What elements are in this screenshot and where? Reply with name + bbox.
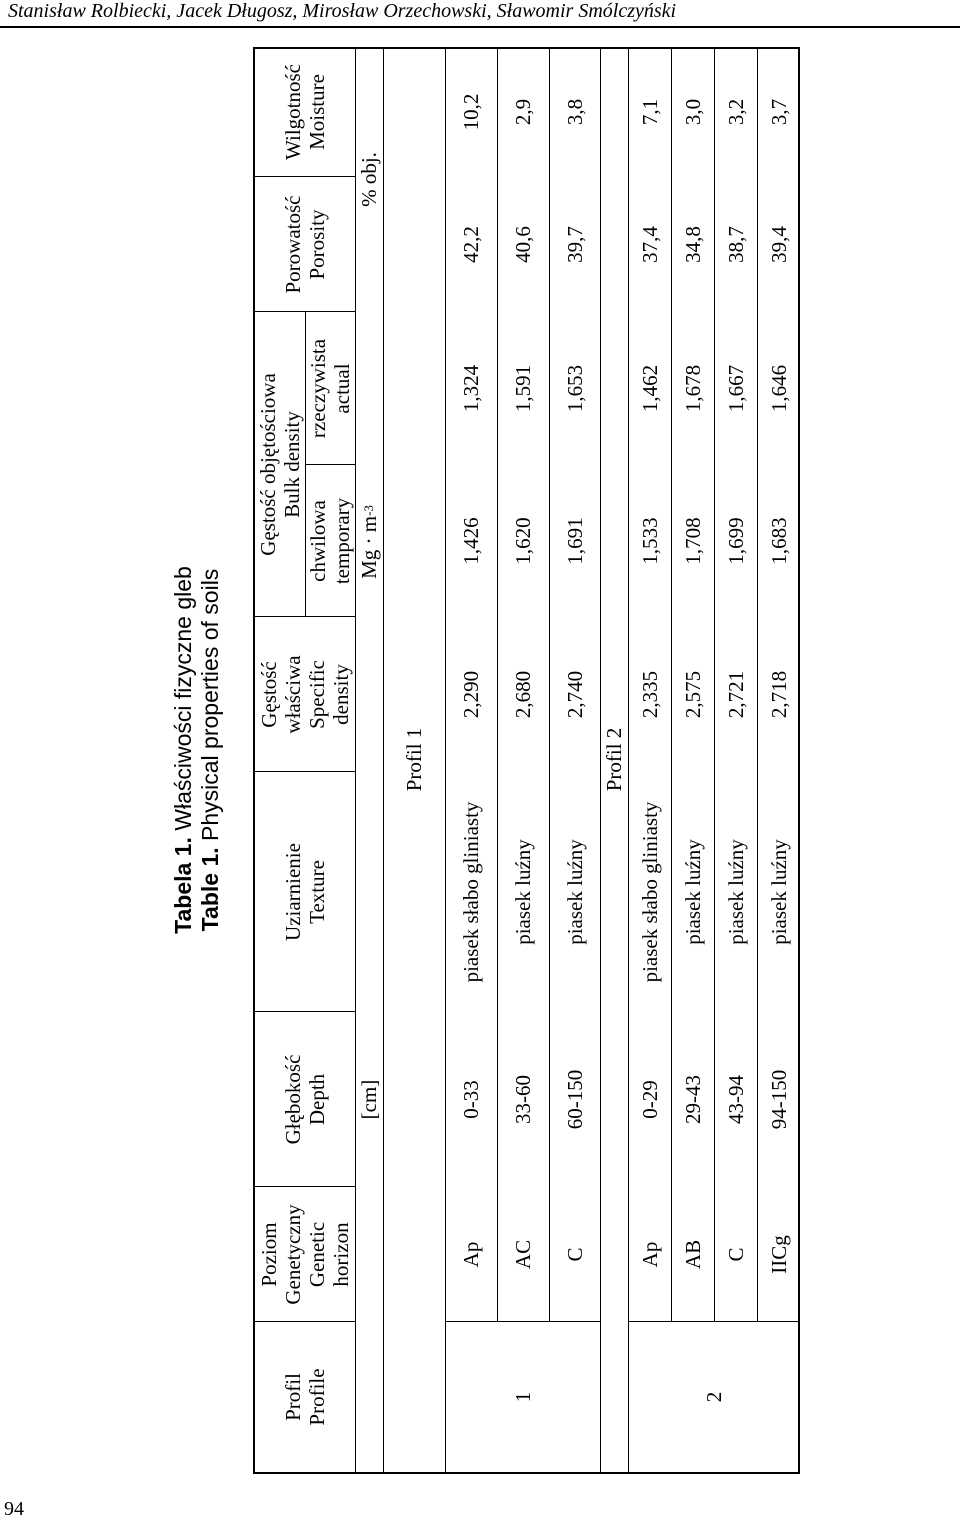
cell-moisture: 7,1 <box>637 98 662 126</box>
header-bulk-density <box>255 312 305 617</box>
cell-horizon: IICg <box>766 1235 791 1274</box>
cell-moisture: 3,0 <box>680 98 705 126</box>
cell-horizon: Ap <box>637 1241 662 1268</box>
cell-moisture: 3,2 <box>723 98 748 126</box>
cell-texture: piasek słabo gliniasty <box>459 801 483 983</box>
header-text: temporary <box>330 497 354 585</box>
cell-texture: piasek luźny <box>511 839 535 945</box>
cell-actual: 1,653 <box>562 364 587 413</box>
cell-horizon: AB <box>680 1239 705 1270</box>
header-moisture <box>255 47 355 177</box>
section-label-profil-1: Profil 1 <box>402 727 426 792</box>
header-text: Głębokość <box>281 1054 305 1145</box>
caption-english-label: Table 1. <box>197 847 223 932</box>
cell-depth: 0-33 <box>459 1080 483 1119</box>
cell-porosity: 39,7 <box>562 226 587 263</box>
cell-depth: 33-60 <box>511 1075 535 1124</box>
cell-specific: 2,575 <box>680 670 705 719</box>
cell-porosity: 37,4 <box>637 226 662 263</box>
header-text: Wilgotność <box>281 64 305 160</box>
cell-texture: piasek słabo gliniasty <box>637 801 662 983</box>
grid-line <box>355 47 356 1472</box>
running-header-authors: Stanisław Rolbiecki, Jacek Długosz, Mirosław Orzechowski, Sławomir Smólczyński <box>8 0 677 22</box>
grid-line <box>255 1321 355 1322</box>
grid-line <box>255 771 355 772</box>
cell-horizon: AC <box>511 1239 535 1270</box>
cell-porosity: 40,6 <box>511 226 535 263</box>
cell-temporary: 1,683 <box>766 517 791 565</box>
unit-depth: [cm] <box>357 1079 381 1120</box>
cell-actual: 1,667 <box>723 364 748 413</box>
cell-actual: 1,462 <box>637 364 662 413</box>
cell-moisture: 3,8 <box>562 98 587 126</box>
cell-actual: 1,324 <box>459 364 483 413</box>
header-text: Porosity <box>305 209 329 280</box>
header-text: Poziom <box>257 1222 281 1287</box>
header-text: Genetyczny <box>281 1204 305 1305</box>
section-label-profil-2: Profil 2 <box>602 727 626 792</box>
grid-line <box>255 176 355 177</box>
header-text: Gęstość <box>257 661 281 728</box>
cell-porosity: 38,7 <box>723 226 748 263</box>
cell-moisture: 3,7 <box>766 98 791 126</box>
header-depth <box>255 1012 355 1187</box>
caption-english-text: Physical properties of soils <box>197 568 223 848</box>
header-text: Gęstość objętościowa <box>256 373 280 556</box>
cell-porosity: 39,4 <box>766 226 791 263</box>
unit-percent: % obj. <box>357 152 381 207</box>
header-text: właściwa <box>281 655 305 734</box>
cell-moisture: 2,9 <box>511 98 535 126</box>
cell-texture: piasek luźny <box>723 839 748 945</box>
header-text: Depth <box>305 1073 329 1126</box>
cell-actual: 1,591 <box>511 364 535 413</box>
cell-porosity: 42,2 <box>459 226 483 263</box>
cell-texture: piasek luźny <box>766 839 791 945</box>
page-number: 94 <box>4 1498 24 1520</box>
cell-horizon: Ap <box>459 1241 483 1268</box>
caption-english <box>197 0 224 1500</box>
cell-temporary: 1,708 <box>680 517 705 565</box>
cell-porosity: 34,8 <box>680 226 705 263</box>
header-specific-density <box>255 617 355 772</box>
soil-properties-table <box>253 47 800 1474</box>
header-text: actual <box>330 363 354 414</box>
header-text: Moisture <box>305 74 329 150</box>
cell-texture: piasek luźny <box>562 839 587 945</box>
cell-actual: 1,646 <box>766 364 791 413</box>
grid-line <box>255 311 355 312</box>
cell-temporary: 1,699 <box>723 517 748 565</box>
profile-number-2: 2 <box>702 1391 726 1403</box>
cell-specific: 2,718 <box>766 670 791 719</box>
cell-temporary: 1,426 <box>459 517 483 565</box>
cell-horizon: C <box>562 1247 587 1262</box>
header-text: horizon <box>329 1222 353 1287</box>
header-actual <box>305 312 355 465</box>
caption-polish <box>170 0 197 1500</box>
cell-specific: 2,335 <box>637 670 662 719</box>
unit-density-exponent: -3 <box>361 505 376 516</box>
header-porosity <box>255 177 355 312</box>
header-texture <box>255 772 355 1012</box>
grid-line <box>255 616 355 617</box>
cell-horizon: C <box>723 1247 748 1262</box>
header-horizon <box>255 1187 355 1322</box>
header-text: chwilowa <box>306 500 330 582</box>
grid-line <box>255 1011 355 1012</box>
unit-density-text: Mg · m <box>357 515 381 579</box>
header-text: Texture <box>305 860 329 924</box>
rotated-table-page <box>170 0 960 1500</box>
header-text: Uziarnienie <box>281 843 305 941</box>
grid-line <box>383 47 384 1472</box>
table-caption <box>170 0 224 1500</box>
cell-moisture: 10,2 <box>459 93 483 131</box>
header-text: Profile <box>305 1368 329 1426</box>
cell-actual: 1,678 <box>680 364 705 413</box>
caption-polish-text: Właściwości fizyczne gleb <box>170 566 196 838</box>
cell-texture: piasek luźny <box>680 839 705 945</box>
header-text: Profil <box>281 1373 305 1421</box>
header-temporary <box>305 465 355 617</box>
cell-depth: 43-94 <box>723 1075 748 1124</box>
grid-line <box>600 47 601 1472</box>
cell-temporary: 1,620 <box>511 517 535 565</box>
caption-polish-label: Tabela 1. <box>170 837 196 934</box>
cell-specific: 2,680 <box>511 670 535 719</box>
header-text: density <box>329 664 353 725</box>
cell-specific: 2,290 <box>459 670 483 719</box>
header-profile <box>255 1322 355 1472</box>
header-text: Porowatość <box>281 195 305 294</box>
grid-line <box>305 464 355 465</box>
header-text: Genetic <box>305 1221 329 1288</box>
header-text: rzeczywista <box>306 338 330 439</box>
profile-number-1: 1 <box>510 1391 535 1403</box>
cell-specific: 2,721 <box>723 670 748 719</box>
cell-temporary: 1,691 <box>562 517 587 565</box>
cell-temporary: 1,533 <box>637 517 662 565</box>
cell-depth: 0-29 <box>637 1080 662 1119</box>
grid-line <box>255 1186 355 1187</box>
cell-depth: 29-43 <box>680 1075 705 1124</box>
cell-specific: 2,740 <box>562 670 587 719</box>
cell-depth: 94-150 <box>766 1069 791 1130</box>
header-text: Specific <box>305 660 329 729</box>
header-text: Bulk density <box>280 411 304 518</box>
unit-density <box>355 312 383 772</box>
cell-depth: 60-150 <box>562 1069 587 1130</box>
